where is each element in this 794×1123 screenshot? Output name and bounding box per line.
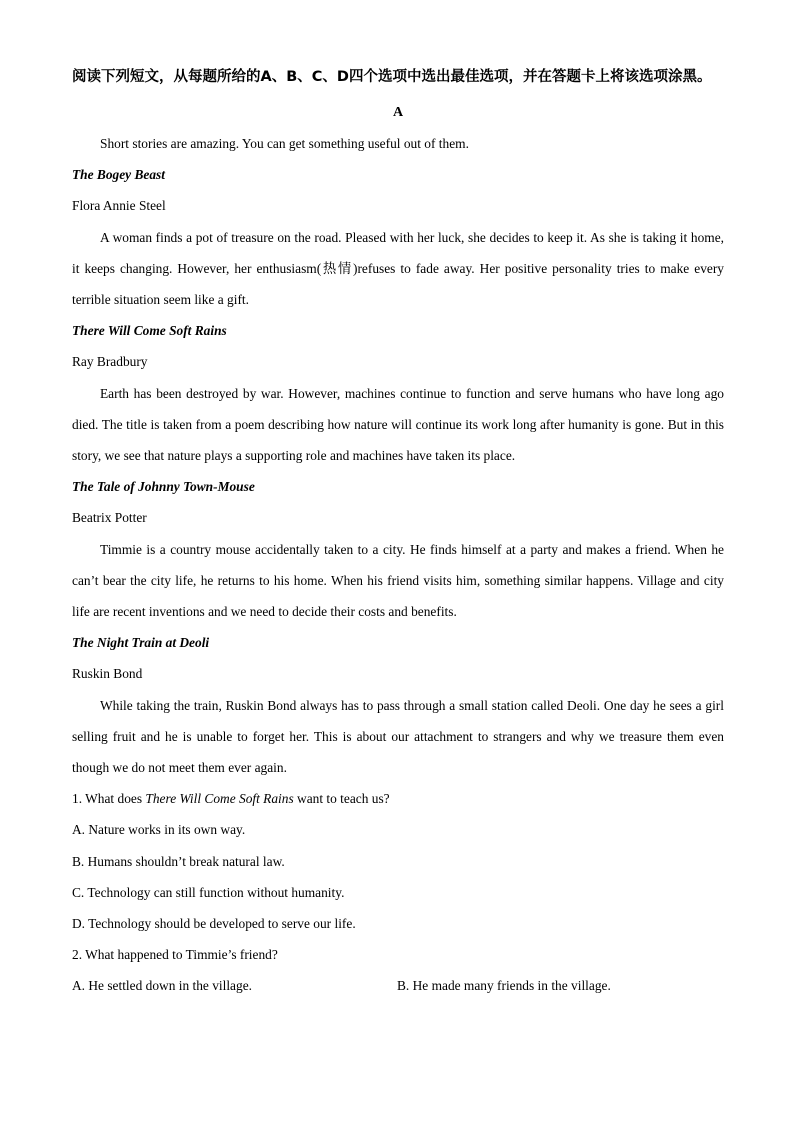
story-bogey-beast	[72, 159, 724, 315]
question-stem	[72, 783, 724, 814]
story-title: There Will Come Soft Rains	[72, 323, 227, 339]
option-a[interactable]: A. He settled down in the village.	[72, 978, 252, 994]
story-author: Ruskin Bond	[72, 666, 143, 682]
intro-paragraph: Short stories are amazing. You can get something useful out of them.	[100, 136, 469, 151]
option-d[interactable]: D. Technology should be developed to serve our life.	[72, 916, 356, 932]
story-soft-rains	[72, 315, 724, 471]
option-b[interactable]: B. He made many friends in the village.	[397, 978, 611, 994]
story-town-mouse	[72, 471, 724, 627]
question-suffix: want to teach us?	[293, 791, 390, 807]
story-summary: Timmie is a country mouse accidentally taken to a city. He finds himself at a party and makes a friend. When he can’t bear the city life, he returns to his home. When his friend visits him, something similar happens. Village and city life are recent inventions and we need to decide their costs and benefits.	[72, 541, 724, 620]
option-a[interactable]: A. Nature works in its own way.	[72, 822, 246, 838]
story-title: The Night Train at Deoli	[72, 635, 210, 651]
question-2	[72, 939, 724, 1001]
story-night-train	[72, 627, 724, 783]
section-title: A	[392, 105, 404, 120]
story-summary: A woman finds a pot of treasure on the road. Pleased with her luck, she decides to keep it. As she is taking it home, it keeps changing. However, her enthusiasm(热情)refuses to fade away. Her positive personality tries to make every terrible situation seem like a gift.	[72, 229, 724, 308]
story-author: Flora Annie Steel	[72, 198, 166, 214]
instructions: 阅读下列短文，从每题所给的A、B、C、D四个选项中选出最佳选项，并在答题卡上将该选项涂黑。	[72, 69, 712, 85]
story-summary: While taking the train, Ruskin Bond always has to pass through a small station called Deoli. One day he sees a girl selling fruit and he is unable to forget her. This is about our attachment to strangers and why we treasure them even though we do not meet them ever again.	[72, 697, 724, 776]
story-author: Ray Bradbury	[72, 354, 148, 370]
story-title: The Tale of Johnny Town-Mouse	[72, 479, 255, 495]
story-author: Beatrix Potter	[72, 510, 147, 526]
question-prefix: 1. What does	[72, 791, 146, 807]
question-1	[72, 783, 724, 939]
question-title-italic: There Will Come Soft Rains	[145, 791, 294, 807]
story-summary: Earth has been destroyed by war. However, machines continue to function and serve humans who have long ago died. The title is taken from a poem describing how nature will continue its work long after humanity is gone. But in this story, we see that nature plays a supporting role and machines have taken its place.	[72, 385, 724, 464]
option-b[interactable]: B. Humans shouldn’t break natural law.	[72, 853, 285, 869]
story-title: The Bogey Beast	[72, 167, 165, 183]
question-stem: 2. What happened to Timmie’s friend?	[72, 947, 278, 963]
options-row	[72, 970, 724, 1001]
option-c[interactable]: C. Technology can still function without humanity.	[72, 884, 345, 900]
